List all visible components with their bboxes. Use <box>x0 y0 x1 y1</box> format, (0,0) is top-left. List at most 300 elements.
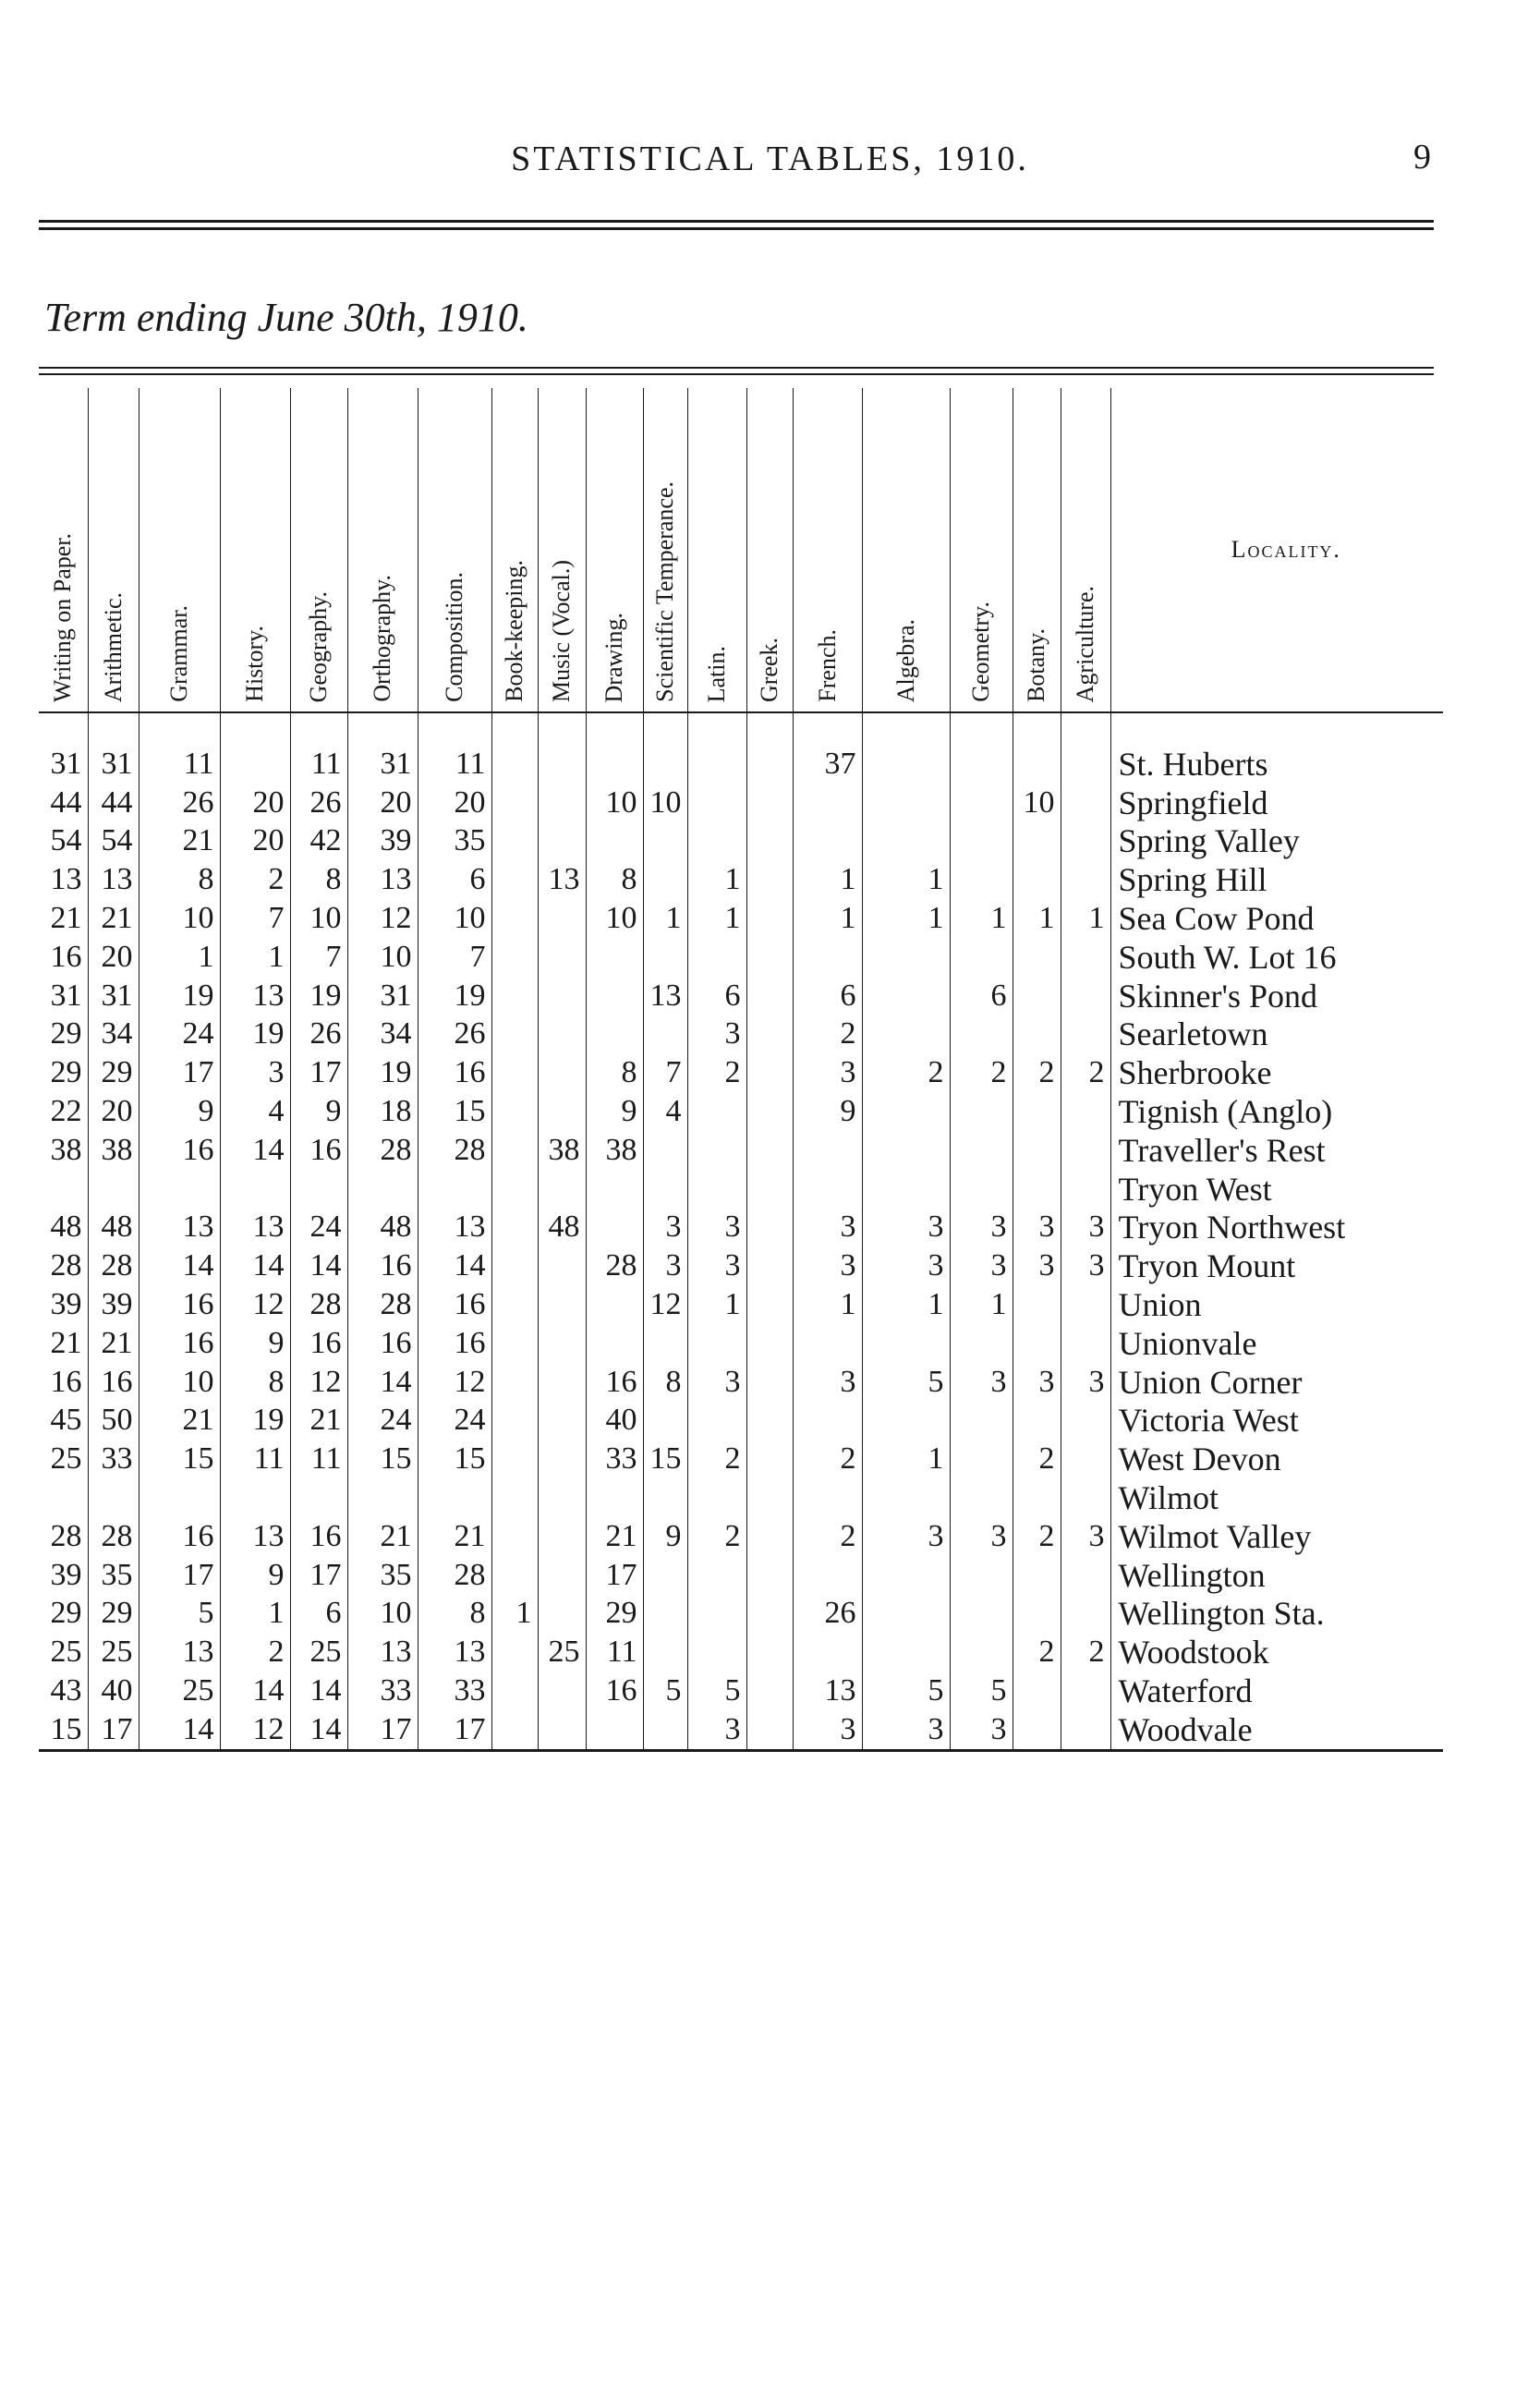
column-header <box>290 388 347 712</box>
column-header-label: Geography. <box>305 590 332 702</box>
table-cell <box>950 1402 1013 1441</box>
table-cell: 2 <box>687 1440 746 1478</box>
table-cell: 19 <box>139 977 220 1015</box>
table-cell <box>538 1440 586 1478</box>
table-row <box>39 1710 1443 1750</box>
table-cell <box>1013 1015 1061 1054</box>
table-cell: 29 <box>586 1595 643 1634</box>
table-cell <box>950 1131 1013 1170</box>
locality-cell: Waterford <box>1110 1672 1443 1710</box>
table-cell: 2 <box>220 860 290 899</box>
table-cell: 28 <box>418 1131 491 1170</box>
table-cell: 26 <box>290 1015 347 1054</box>
table-cell: 2 <box>220 1633 290 1672</box>
column-header <box>418 388 491 712</box>
table-cell <box>793 1131 862 1170</box>
table-cell: 5 <box>139 1595 220 1634</box>
table-cell: 3 <box>1013 1246 1061 1285</box>
table-cell: 24 <box>139 1015 220 1054</box>
table-cell: 19 <box>418 977 491 1015</box>
table-cell: 28 <box>290 1285 347 1324</box>
table-cell: 7 <box>290 938 347 977</box>
table-cell <box>643 1170 687 1209</box>
table-cell <box>538 1402 586 1441</box>
table-cell <box>746 1710 793 1750</box>
table-row <box>39 1170 1443 1209</box>
table-cell <box>643 1478 687 1517</box>
locality-cell: Union <box>1110 1285 1443 1324</box>
table-cell <box>793 1402 862 1441</box>
table-cell: 1 <box>862 899 950 938</box>
table-cell: 21 <box>88 1324 139 1363</box>
column-header-label: Botany. <box>1023 628 1049 702</box>
table-cell: 16 <box>290 1324 347 1363</box>
table-cell: 3 <box>1061 1209 1110 1247</box>
table-cell <box>1061 1710 1110 1750</box>
table-cell: 12 <box>290 1363 347 1402</box>
table-top-rule <box>39 367 1434 369</box>
table-cell <box>793 784 862 822</box>
table-row <box>39 1053 1443 1092</box>
column-header-label: French. <box>813 629 841 702</box>
table-cell: 16 <box>418 1053 491 1092</box>
table-cell <box>1013 1170 1061 1209</box>
table-cell <box>1013 712 1061 784</box>
table-cell <box>862 1324 950 1363</box>
table-cell <box>793 1556 862 1595</box>
table-cell: 8 <box>139 860 220 899</box>
table-cell: 1 <box>139 938 220 977</box>
table-cell: 19 <box>290 977 347 1015</box>
table-cell <box>746 784 793 822</box>
table-cell: 39 <box>39 1556 88 1595</box>
table-cell <box>746 1595 793 1634</box>
table-cell: 8 <box>586 1053 643 1092</box>
table-cell: 21 <box>347 1517 418 1556</box>
table-cell <box>586 822 643 861</box>
table-cell: 13 <box>139 1209 220 1247</box>
table-cell: 17 <box>88 1710 139 1750</box>
table-row <box>39 899 1443 938</box>
table-cell <box>643 1633 687 1672</box>
table-cell <box>491 1402 538 1441</box>
table-row <box>39 1246 1443 1285</box>
table-cell: 16 <box>39 938 88 977</box>
table-cell: 11 <box>220 1440 290 1478</box>
table-cell <box>793 1633 862 1672</box>
table-cell: 25 <box>88 1633 139 1672</box>
column-header: Locality. <box>1110 388 1443 712</box>
table-cell <box>88 1478 139 1517</box>
locality-cell: Unionvale <box>1110 1324 1443 1363</box>
table-cell <box>538 784 586 822</box>
table-cell: 10 <box>1013 784 1061 822</box>
table-cell: 48 <box>347 1209 418 1247</box>
table-cell: 45 <box>39 1402 88 1441</box>
table-cell <box>687 1131 746 1170</box>
table-cell <box>746 1440 793 1478</box>
table-cell: 16 <box>586 1363 643 1402</box>
table-cell <box>687 1595 746 1634</box>
table-cell: 38 <box>538 1131 586 1170</box>
table-cell <box>687 712 746 784</box>
table-row <box>39 1015 1443 1054</box>
table-cell <box>950 784 1013 822</box>
table-cell: 20 <box>418 784 491 822</box>
column-header <box>643 388 687 712</box>
table-cell: 2 <box>1061 1053 1110 1092</box>
column-header <box>491 388 538 712</box>
table-cell <box>1013 1478 1061 1517</box>
table-cell: 25 <box>39 1633 88 1672</box>
table-cell <box>862 1556 950 1595</box>
locality-cell: Springfield <box>1110 784 1443 822</box>
table-cell: 20 <box>220 784 290 822</box>
column-header <box>220 388 290 712</box>
table-cell <box>491 1053 538 1092</box>
table-cell: 13 <box>347 1633 418 1672</box>
table-cell: 21 <box>290 1402 347 1441</box>
locality-cell: South W. Lot 16 <box>1110 938 1443 977</box>
table-cell <box>1061 1556 1110 1595</box>
table-cell: 21 <box>39 1324 88 1363</box>
table-cell <box>491 1246 538 1285</box>
table-cell <box>491 1209 538 1247</box>
table-cell <box>643 712 687 784</box>
table-cell <box>139 1478 220 1517</box>
table-cell <box>538 712 586 784</box>
locality-cell: Victoria West <box>1110 1402 1443 1441</box>
table-cell: 48 <box>39 1209 88 1247</box>
locality-cell: St. Huberts <box>1110 712 1443 784</box>
table-cell: 34 <box>347 1015 418 1054</box>
table-cell: 28 <box>39 1246 88 1285</box>
table-cell <box>746 899 793 938</box>
table-cell <box>1061 977 1110 1015</box>
table-cell: 24 <box>347 1402 418 1441</box>
table-cell: 13 <box>220 1209 290 1247</box>
table-cell: 10 <box>418 899 491 938</box>
table-row <box>39 712 1443 784</box>
table-cell: 26 <box>290 784 347 822</box>
table-cell: 1 <box>1061 899 1110 938</box>
table-cell <box>1013 860 1061 899</box>
table-cell: 3 <box>220 1053 290 1092</box>
table-cell <box>862 1402 950 1441</box>
table-cell: 3 <box>687 1363 746 1402</box>
table-cell: 16 <box>290 1131 347 1170</box>
table-cell: 17 <box>290 1053 347 1092</box>
table-cell: 25 <box>139 1672 220 1710</box>
table-cell <box>643 860 687 899</box>
table-cell: 11 <box>586 1633 643 1672</box>
header-row <box>39 388 1443 712</box>
table-cell <box>862 1633 950 1672</box>
table-cell: 24 <box>418 1402 491 1441</box>
table-cell <box>538 822 586 861</box>
table-cell <box>139 1170 220 1209</box>
locality-cell: Wellington Sta. <box>1110 1595 1443 1634</box>
table-cell: 3 <box>950 1517 1013 1556</box>
table-cell <box>491 1131 538 1170</box>
table-cell: 22 <box>39 1092 88 1131</box>
table-cell: 29 <box>88 1595 139 1634</box>
column-header <box>1061 388 1110 712</box>
table-cell <box>1061 712 1110 784</box>
table-cell <box>538 1324 586 1363</box>
table-cell: 3 <box>1061 1517 1110 1556</box>
table-row <box>39 938 1443 977</box>
table-cell <box>862 1595 950 1634</box>
table-cell: 2 <box>1061 1633 1110 1672</box>
table-cell: 54 <box>88 822 139 861</box>
table-row <box>39 1517 1443 1556</box>
table-cell: 1 <box>793 1285 862 1324</box>
table-cell: 40 <box>88 1672 139 1710</box>
table-cell: 16 <box>290 1517 347 1556</box>
table-cell: 15 <box>418 1092 491 1131</box>
locality-cell: Searletown <box>1110 1015 1443 1054</box>
table-cell: 8 <box>586 860 643 899</box>
table-cell: 48 <box>88 1209 139 1247</box>
table-cell: 7 <box>643 1053 687 1092</box>
table-cell: 9 <box>220 1556 290 1595</box>
table-cell <box>746 1363 793 1402</box>
table-cell: 40 <box>586 1402 643 1441</box>
table-cell <box>643 1131 687 1170</box>
table-cell: 7 <box>418 938 491 977</box>
table-cell: 28 <box>88 1517 139 1556</box>
table-cell: 14 <box>220 1672 290 1710</box>
table-cell: 16 <box>347 1246 418 1285</box>
table-cell: 2 <box>793 1440 862 1478</box>
table-cell <box>1061 1092 1110 1131</box>
table-cell: 10 <box>586 899 643 938</box>
table-cell <box>746 1633 793 1672</box>
column-header <box>586 388 643 712</box>
table-cell <box>746 1324 793 1363</box>
table-cell <box>538 1595 586 1634</box>
table-cell: 1 <box>862 1285 950 1324</box>
table-cell <box>950 822 1013 861</box>
table-cell: 15 <box>347 1440 418 1478</box>
table-cell <box>862 1170 950 1209</box>
table-cell: 28 <box>88 1246 139 1285</box>
table-row <box>39 1324 1443 1363</box>
locality-cell: Tignish (Anglo) <box>1110 1092 1443 1131</box>
column-header <box>687 388 746 712</box>
table-cell: 5 <box>687 1672 746 1710</box>
table-cell <box>950 1092 1013 1131</box>
table-cell: 14 <box>290 1246 347 1285</box>
table-row <box>39 1285 1443 1324</box>
table-cell: 16 <box>139 1285 220 1324</box>
column-header-label: Writing on Paper. <box>49 532 77 702</box>
table-cell: 14 <box>220 1131 290 1170</box>
column-header-label: Book-keeping. <box>501 560 527 702</box>
table-cell <box>950 1633 1013 1672</box>
table-cell <box>538 1246 586 1285</box>
table-cell <box>586 1285 643 1324</box>
table-cell <box>862 822 950 861</box>
table-cell: 14 <box>290 1710 347 1750</box>
table-cell: 43 <box>39 1672 88 1710</box>
table-cell <box>1061 784 1110 822</box>
table-cell: 3 <box>862 1710 950 1750</box>
table-cell: 19 <box>220 1015 290 1054</box>
table-cell <box>290 1170 347 1209</box>
locality-cell: Skinner's Pond <box>1110 977 1443 1015</box>
table-cell: 8 <box>418 1595 491 1634</box>
table-row <box>39 1478 1443 1517</box>
table-cell <box>862 712 950 784</box>
table-cell <box>491 822 538 861</box>
table-cell <box>793 1478 862 1517</box>
table-cell: 16 <box>347 1324 418 1363</box>
table-cell <box>491 938 538 977</box>
table-cell: 2 <box>1013 1053 1061 1092</box>
table-cell: 28 <box>586 1246 643 1285</box>
column-header-label: Arithmetic. <box>99 591 127 702</box>
table-cell: 29 <box>39 1053 88 1092</box>
table-cell: 1 <box>220 938 290 977</box>
table-cell <box>586 938 643 977</box>
table-cell <box>687 1633 746 1672</box>
table-cell: 44 <box>88 784 139 822</box>
table-cell: 3 <box>1013 1363 1061 1402</box>
table-cell <box>586 1478 643 1517</box>
table-cell: 9 <box>586 1092 643 1131</box>
table-cell: 17 <box>418 1710 491 1750</box>
table-cell <box>746 1246 793 1285</box>
column-header <box>347 388 418 712</box>
table-cell <box>862 1015 950 1054</box>
table-cell <box>950 1440 1013 1478</box>
table-row <box>39 1209 1443 1247</box>
table-cell: 13 <box>220 977 290 1015</box>
column-header-label: Agriculture. <box>1072 585 1098 702</box>
table-cell <box>538 1285 586 1324</box>
table-cell <box>1013 977 1061 1015</box>
table-cell <box>643 1710 687 1750</box>
table-cell <box>1013 1556 1061 1595</box>
table-cell <box>746 822 793 861</box>
table-cell: 10 <box>586 784 643 822</box>
table-cell <box>220 1170 290 1209</box>
table-row <box>39 784 1443 822</box>
table-cell: 7 <box>220 899 290 938</box>
table-cell: 9 <box>220 1324 290 1363</box>
column-header <box>950 388 1013 712</box>
table-cell <box>1061 1170 1110 1209</box>
table-cell <box>491 899 538 938</box>
table-cell: 15 <box>643 1440 687 1478</box>
column-header-label: Grammar. <box>165 605 192 702</box>
table-cell: 16 <box>88 1363 139 1402</box>
locality-cell: Sherbrooke <box>1110 1053 1443 1092</box>
table-cell: 17 <box>586 1556 643 1595</box>
table-cell: 11 <box>139 712 220 784</box>
table-cell: 33 <box>347 1672 418 1710</box>
column-header <box>139 388 220 712</box>
table-cell <box>586 1324 643 1363</box>
table-cell <box>1061 1402 1110 1441</box>
locality-cell: Spring Hill <box>1110 860 1443 899</box>
table-cell <box>586 1710 643 1750</box>
table-cell <box>586 1209 643 1247</box>
table-cell <box>746 1170 793 1209</box>
table-cell <box>1013 1285 1061 1324</box>
table-cell: 14 <box>290 1672 347 1710</box>
table-cell <box>643 822 687 861</box>
table-cell: 10 <box>347 1595 418 1634</box>
table-cell: 50 <box>88 1402 139 1441</box>
table-cell <box>347 1478 418 1517</box>
table-cell <box>586 1015 643 1054</box>
table-cell: 1 <box>950 899 1013 938</box>
table-cell: 33 <box>88 1440 139 1478</box>
table-cell <box>643 1015 687 1054</box>
table-cell: 8 <box>290 860 347 899</box>
table-cell <box>746 1556 793 1595</box>
table-cell <box>862 1478 950 1517</box>
table-cell <box>491 712 538 784</box>
table-cell: 3 <box>687 1710 746 1750</box>
table-row <box>39 1440 1443 1478</box>
table-cell <box>1061 860 1110 899</box>
column-header <box>1013 388 1061 712</box>
header-rule <box>39 220 1434 223</box>
locality-cell: Traveller's Rest <box>1110 1131 1443 1170</box>
table-cell: 2 <box>687 1053 746 1092</box>
table-cell: 8 <box>220 1363 290 1402</box>
table-cell: 5 <box>862 1363 950 1402</box>
table-cell <box>687 1402 746 1441</box>
table-cell: 10 <box>139 1363 220 1402</box>
table-cell: 9 <box>643 1517 687 1556</box>
table-cell: 2 <box>687 1517 746 1556</box>
table-cell <box>687 822 746 861</box>
table-cell: 20 <box>220 822 290 861</box>
table-cell: 3 <box>793 1246 862 1285</box>
column-header-label: Scientific Temperance. <box>651 481 678 702</box>
table-cell: 42 <box>290 822 347 861</box>
locality-cell: Tryon Mount <box>1110 1246 1443 1285</box>
table-cell: 13 <box>538 860 586 899</box>
table-cell: 37 <box>793 712 862 784</box>
table-cell: 9 <box>793 1092 862 1131</box>
table-cell: 16 <box>39 1363 88 1402</box>
table-cell <box>746 1131 793 1170</box>
table-cell <box>793 822 862 861</box>
table-cell: 11 <box>290 712 347 784</box>
table-cell: 28 <box>347 1131 418 1170</box>
table-cell: 26 <box>139 784 220 822</box>
table-cell <box>1013 1324 1061 1363</box>
table-cell: 3 <box>950 1363 1013 1402</box>
locality-cell: Spring Valley <box>1110 822 1443 861</box>
table-cell <box>950 1015 1013 1054</box>
table-cell: 1 <box>687 860 746 899</box>
table-cell: 4 <box>220 1092 290 1131</box>
table-cell <box>1013 1092 1061 1131</box>
table-cell: 21 <box>586 1517 643 1556</box>
table-cell <box>220 712 290 784</box>
table-cell: 6 <box>687 977 746 1015</box>
table-cell <box>491 860 538 899</box>
table-cell: 1 <box>220 1595 290 1634</box>
table-cell <box>687 1092 746 1131</box>
